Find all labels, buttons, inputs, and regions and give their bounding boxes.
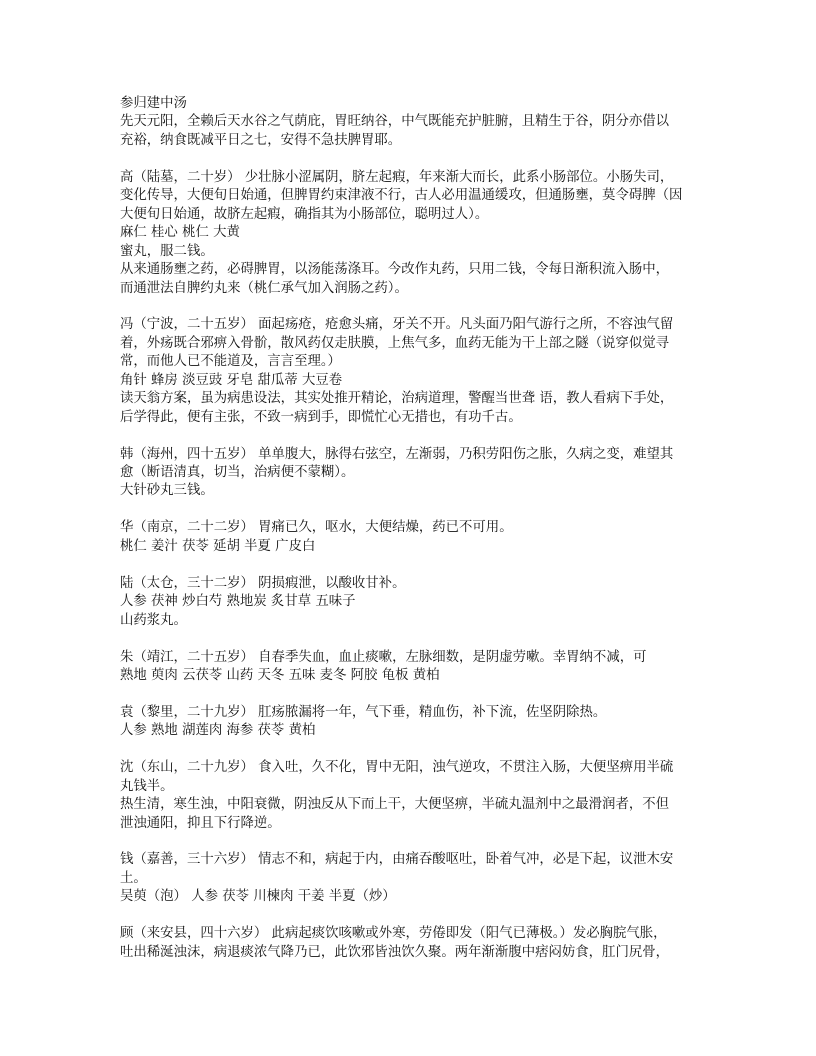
- prescription-line: 熟地 萸肉 云茯苓 山药 天冬 五味 麦冬 阿胶 龟板 黄柏: [120, 667, 440, 683]
- prescription-line: 角针 蜂房 淡豆豉 牙皂 甜瓜蒂 大豆卷: [120, 372, 343, 388]
- case-line: 大便旬日始通，故脐左起瘕，确指其为小肠部位，聪明过人）。: [120, 206, 489, 222]
- intro-line: 充裕，纳食既减平日之七，安得不急扶脾胃耶。: [120, 132, 402, 148]
- case-line: 土。: [120, 870, 147, 886]
- case-entry: [120, 316, 700, 427]
- case-line: 袁（黎里，二十九岁） 肛疡脓漏将一年，气下垂，精血伤，补下流，佐坚阴除热。: [120, 704, 607, 720]
- case-line: 陆（太仓，三十二岁） 阴损瘕泄，以酸收甘补。: [120, 575, 406, 591]
- case-line: 沈（东山，二十九岁） 食入吐，久不化，胃中无阳，浊气逆攻，不贯注入肠，大便坚痹用半硫: [120, 760, 674, 776]
- prescription-line: 桃仁 姜汁 茯苓 延胡 半夏 广皮白: [120, 538, 316, 554]
- spacer: [120, 427, 700, 445]
- spacer: [120, 907, 700, 925]
- spacer: [120, 150, 700, 168]
- case-line: 高（陆墓，二十岁） 少壮脉小涩属阴，脐左起瘕，年来渐大而长，此系小肠部位。小肠失司，: [120, 169, 674, 185]
- case-entry: [120, 704, 700, 741]
- case-line: 变化传导，大便旬日始通，但脾胃约束津液不行，古人必用温通缓攻，但通肠壅，莫令碍脾（因: [120, 188, 683, 204]
- prescription-line: 麻仁 桂心 桃仁 大黄: [120, 225, 240, 241]
- intro-line: 先天元阳，全赖后天水谷之气荫庇，胃旺纳谷，中气既能充护脏腑，且精生于谷，阴分亦借以: [120, 114, 670, 130]
- case-entry: [120, 575, 700, 630]
- case-entry: [120, 759, 700, 833]
- prescription-line: 人参 熟地 湖莲肉 海参 茯苓 黄柏: [120, 723, 316, 739]
- prescription-line: 人参 茯神 炒白芍 熟地炭 炙甘草 五味子: [120, 594, 356, 610]
- commentary-line: 热生清，寒生浊，中阳衰微，阴浊反从下而上干，大便坚痹，半硫丸温剂中之最滑润者，不但: [120, 797, 670, 813]
- case-line: 蜜丸，服二钱。: [120, 243, 214, 259]
- spacer: [120, 630, 700, 648]
- case-line: 朱（靖江，二十五岁） 自春季失血，血止痰嗽，左脉细数，是阴虚劳嗽。幸胃纳不减，可: [120, 649, 647, 665]
- commentary-line: 而通泄法自脾约丸来（桃仁承气加入润肠之药）。: [120, 280, 408, 296]
- commentary-line: 泄浊通阳，抑且下行降逆。: [120, 815, 281, 831]
- commentary-line: 读天翁方案，虽为病患设法，其实处推开精论，治病道理，警醒当世聋 语，教人看病下手处，: [120, 391, 674, 407]
- case-line: 韩（海州，四十五岁） 单单腹大，脉得右弦空，左渐弱，乃积劳阳伤之胀，久病之变，难望其: [120, 446, 674, 462]
- commentary-line: 从来通肠壅之药，必碍脾胃，以汤能荡涤耳。今改作丸药，只用二钱，令每日渐积流入肠中，: [120, 262, 670, 278]
- prescription-line: 大针砂丸三钱。: [120, 483, 214, 499]
- case-entry: [120, 519, 700, 556]
- case-entry: [120, 446, 700, 501]
- case-line: 钱（嘉善，三十六岁） 情志不和，病起于内，由痛吞酸呕吐，卧着气冲，必是下起，议泄木安: [120, 852, 674, 868]
- document-page: [120, 95, 700, 962]
- case-line: 山药浆丸。: [120, 612, 187, 628]
- case-line: 丸钱半。: [120, 778, 174, 794]
- case-line: 愈（断语清真，切当，治病便不蒙糊）。: [120, 465, 355, 481]
- case-line: 吐出稀涎浊沫，病退痰浓气降乃已，此饮邪皆浊饮久聚。两年渐渐腹中痞闷妨食，肛门尻骨，: [120, 944, 670, 960]
- case-line: 常，而他人已不能道及，言言至理。）: [120, 354, 341, 370]
- case-entry: [120, 851, 700, 906]
- case-line: 着，外疡既合邪痹入骨骱，散风药仅走肤膜，上焦气多，血药无能为干上部之隧（说穿似觉寻: [120, 335, 670, 351]
- spacer: [120, 298, 700, 316]
- case-entry: [120, 925, 700, 962]
- prescription-line: 吴萸（泡） 人参 茯苓 川楝肉 干姜 半夏（炒）: [120, 889, 396, 905]
- spacer: [120, 685, 700, 703]
- case-entry: [120, 169, 700, 298]
- spacer: [120, 833, 700, 851]
- commentary-line: 后学得此，便有主张，不致一病到手，即慌忙心无措也，有功千古。: [120, 409, 522, 425]
- case-entry: [120, 649, 700, 686]
- section-title: 参归建中汤: [120, 96, 187, 111]
- spacer: [120, 556, 700, 574]
- case-line: 华（南京，二十二岁） 胃痛已久，呕水，大便结燥，药已不可用。: [120, 520, 513, 536]
- case-line: 顾（来安县，四十六岁） 此病起痰饮咳嗽或外寒，劳倦即发（阳气已薄极。）发必胸脘气胀，: [120, 926, 667, 942]
- spacer: [120, 741, 700, 759]
- spacer: [120, 501, 700, 519]
- case-line: 冯（宁波，二十五岁） 面起疡疮，疮愈头痛，牙关不开。凡头面乃阳气游行之所，不容浊气留: [120, 317, 674, 333]
